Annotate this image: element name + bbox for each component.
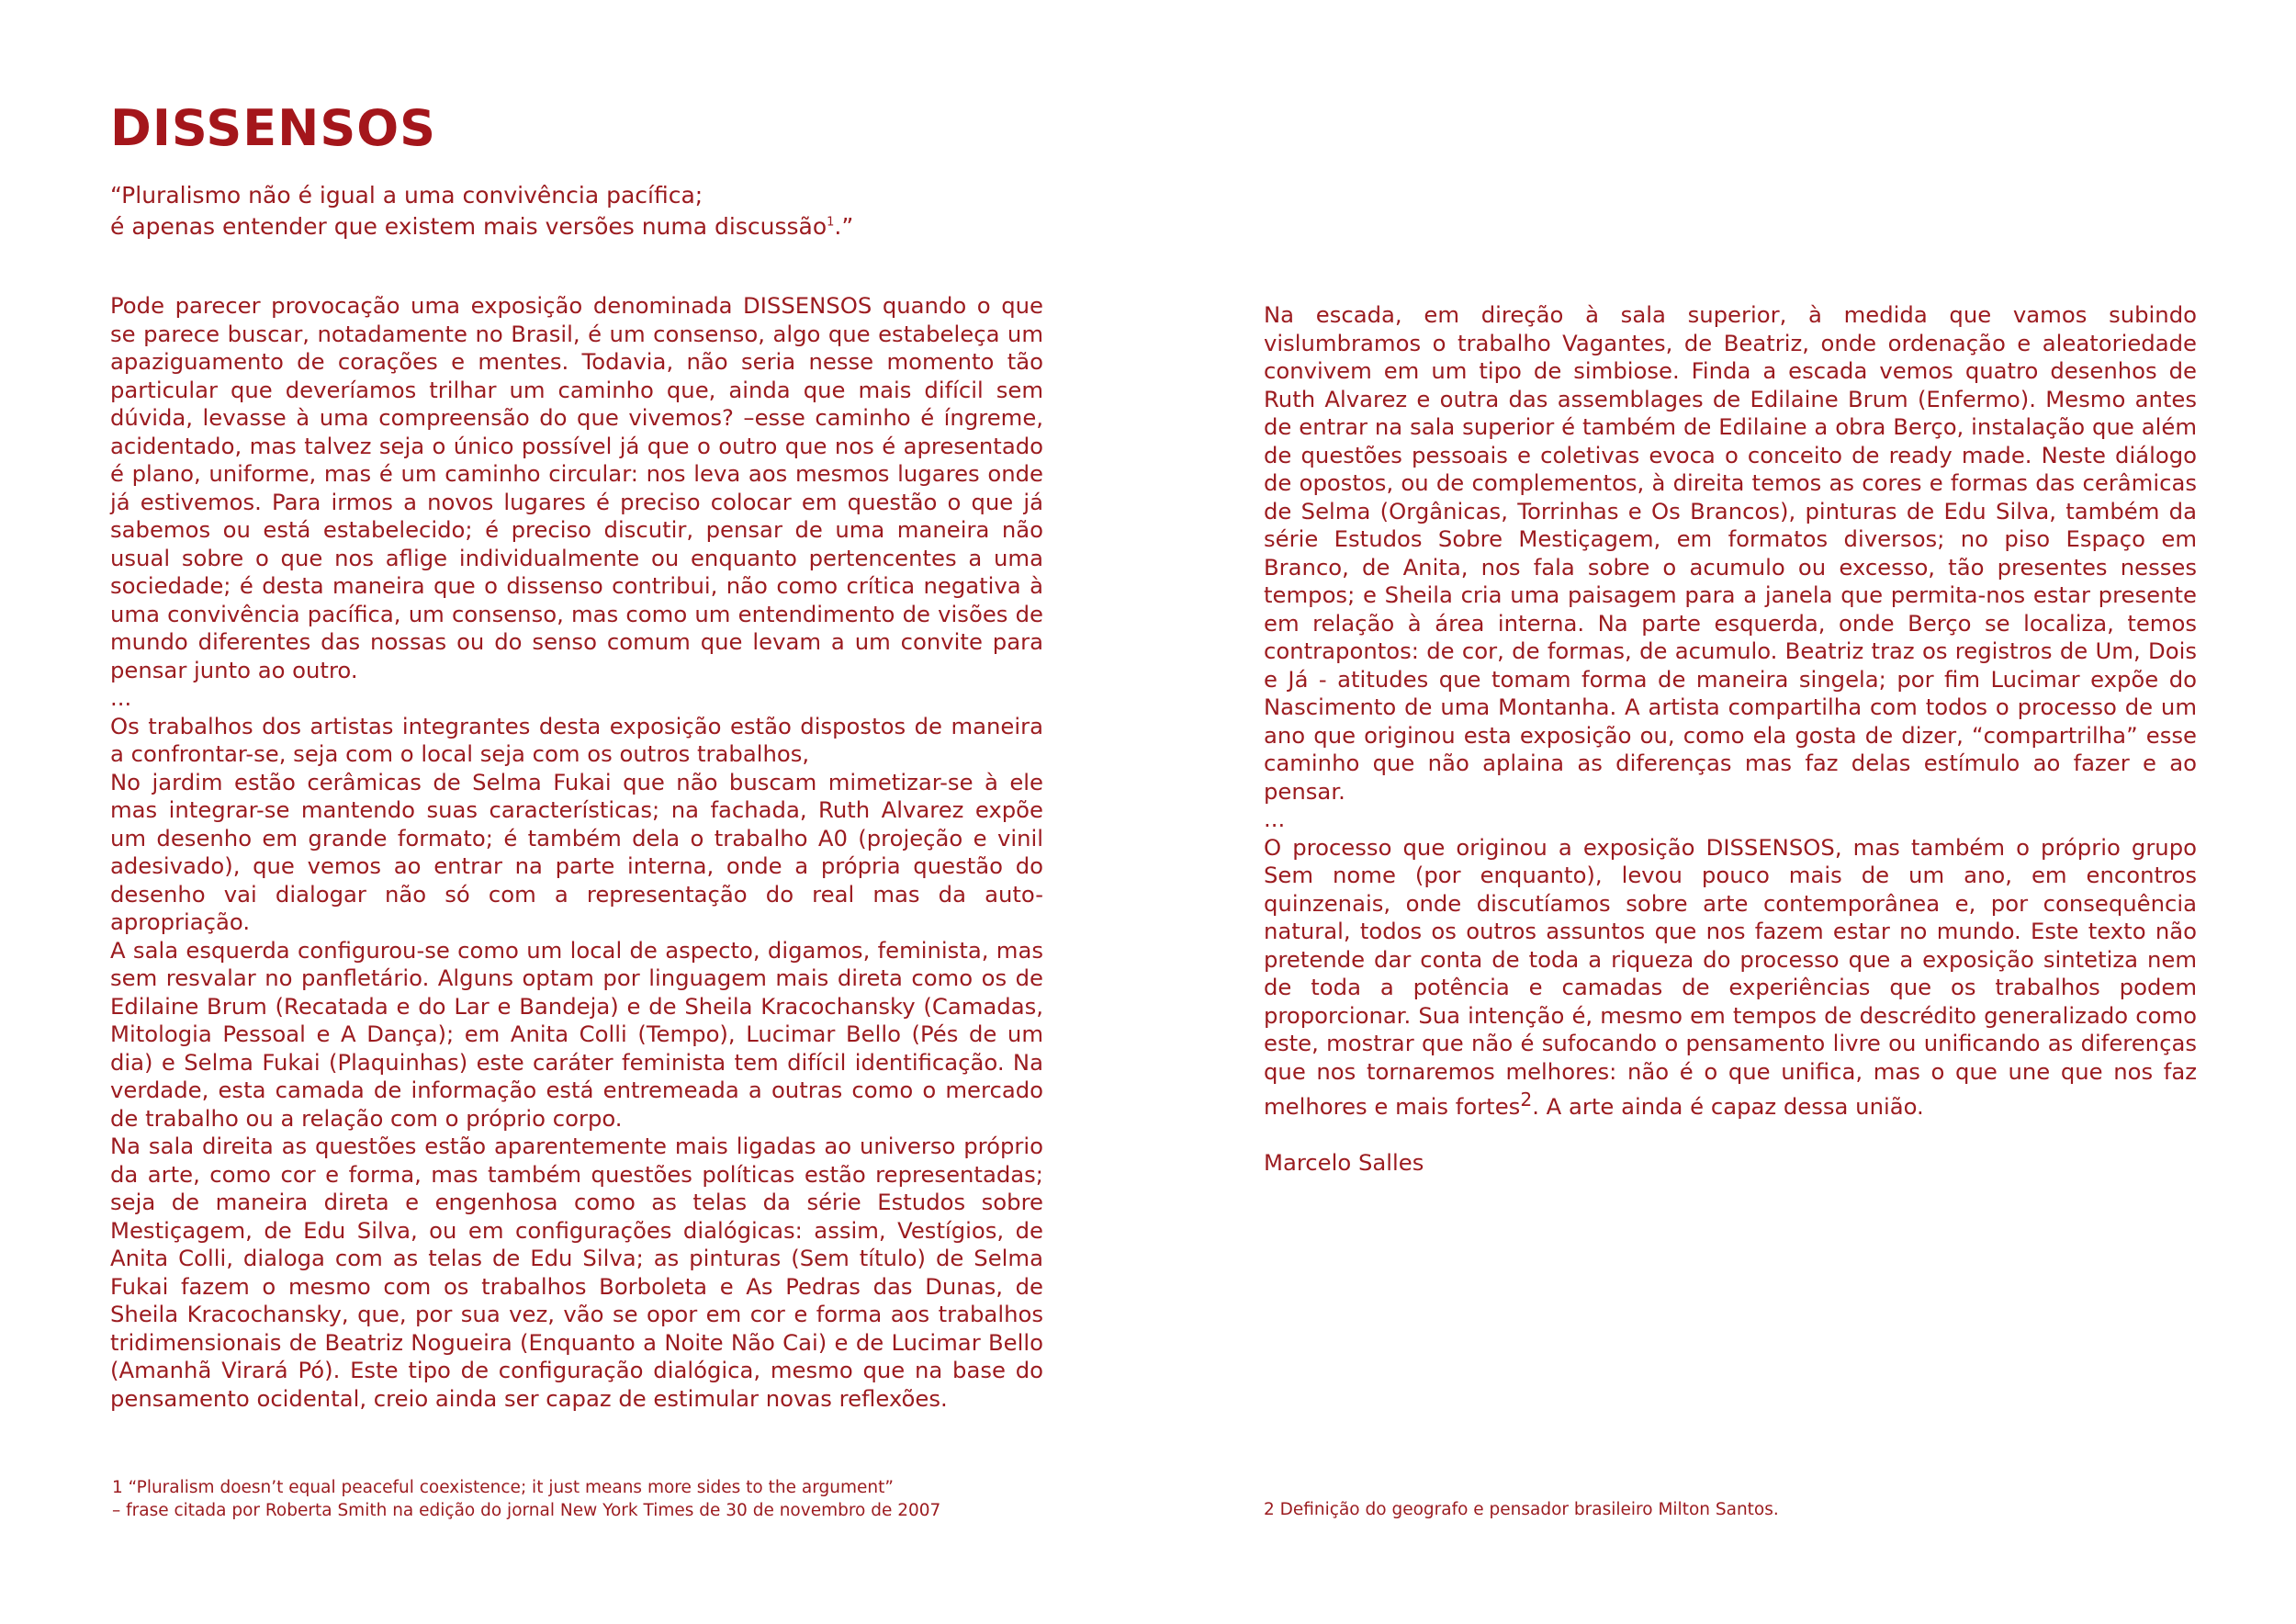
paragraph-process bbox=[1264, 834, 2197, 1122]
paragraph-garden: No jardim estão cerâmicas de Selma Fukai que não buscam mimetizar-se à ele mas integrar-se mantendo suas características; na fachada, Ruth Alvarez expõe um desenho em grande formato; é também dela o trabalho A0 (projeção e vinil adesivado), que vemos ao entrar na parte interna, onde a própria questão do desenho vai dialogar não só com a representação do real mas da auto-apropriação. bbox=[110, 768, 1043, 935]
footnote-2: 2 Definição do geografo e pensador brasileiro Milton Santos. bbox=[1264, 1500, 1779, 1519]
paragraph-right-room: Na sala direita as questões estão aparentemente mais ligadas ao universo próprio da arte, como cor e forma, mas também questões políticas estão representadas; seja de maneira direta e engenhosa como as telas da série Estudos sobre Mestiçagem, de Edu Silva, ou em configurações dialógicas: assim, Vestígios, de Anita Colli, dialoga com as telas de Edu Silva; as pinturas (Sem título) de Selma Fukai fazem o mesmo com os trabalhos Borboleta e As Pedras das Dunas, de Sheila Kracochansky, que, por sua vez, vão se opor em cor e forma aos trabalhos tridimensionais de Beatriz Nogueira (Enquanto a Noite Não Cai) e de Lucimar Bello (Amanhã Virará Pó). Este tipo de configuração dialógica, mesmo que na base do pensamento ocidental, creio ainda ser capaz de estimular novas reflexões. bbox=[110, 1133, 1043, 1412]
footnote-1-line-1: 1 “Pluralism doesn’t equal peaceful coexistence; it just means more sides to the argument” bbox=[112, 1478, 894, 1497]
left-column bbox=[110, 292, 1043, 1413]
ellipsis-separator: ... bbox=[110, 684, 132, 711]
footnote-ref-1: 1 bbox=[827, 215, 835, 230]
page-title: DISSENSOS bbox=[110, 99, 437, 157]
right-column bbox=[1264, 301, 2197, 1177]
epigraph-close: .” bbox=[834, 213, 854, 240]
paragraph-staircase: Na escada, em direção à sala superior, à medida que vamos subindo vislumbramos o trabalho Vagantes, de Beatriz, onde ordenação e aleatoriedade convivem em um tipo de simbiose. Finda a escada vemos quatro desenhos de Ruth Alvarez e outra das assemblages de Edilaine Brum (Enfermo). Mesmo antes de entrar na sala superior é também de Edilaine a obra Berço, instalação que além de questões pessoais e coletivas evoca o conceito de ready made. Neste diálogo de opostos, ou de complementos, à direita temos as cores e formas das cerâmicas de Selma (Orgânicas, Torrinhas e Os Brancos), pinturas de Edu Silva, também da série Estudos Sobre Mestiçagem, em formatos diversos; no piso Espaço em Branco, de Anita, nos fala sobre o acumulo ou excesso, tão presentes nesses tempos; e Sheila cria uma paisagem para a janela que permita-nos estar presente em relação à área interna. Na parte esquerda, onde Berço se localiza, temos contrapontos: de cor, de formas, de acumulo. Beatriz traz os registros de Um, Dois e Já - atitudes que tomam forma de maneira singela; por fim Lucimar expõe do Nascimento de uma Montanha. A artista compartilha com todos o processo de um ano que originou esta exposição ou, como ela gosta de dizer, “compartrilha” esse caminho que não aplaina as diferenças mas faz delas estímulo ao fazer e ao pensar. bbox=[1264, 301, 2197, 805]
ellipsis-separator: ... bbox=[1264, 806, 1286, 832]
footnote-ref-2: 2 bbox=[1520, 1088, 1533, 1111]
footnote-1-line-2: – frase citada por Roberta Smith na edição do jornal New York Times de 30 de novembro de 2007 bbox=[112, 1501, 941, 1520]
paragraph-left-room: A sala esquerda configurou-se como um local de aspecto, digamos, feminista, mas sem resvalar no panfletário. Alguns optam por linguagem mais direta como os de Edilaine Brum (Recatada e do Lar e Bandeja) e de Sheila Kracochansky (Camadas, Mitologia Pessoal e A Dança); em Anita Colli (Tempo), Lucimar Bello (Pés de um dia) e Selma Fukai (Plaquinhas) este caráter feminista tem difícil identificação. Na verdade, esta camada de informação está entremeada a outras como o mercado de trabalho ou a relação com o próprio corpo. bbox=[110, 936, 1043, 1132]
epigraph-quote bbox=[110, 180, 1029, 242]
epigraph-line-2-text: é apenas entender que existem mais versões numa discussão bbox=[110, 213, 827, 240]
paragraph-intro: Pode parecer provocação uma exposição denominada DISSENSOS quando o que se parece buscar, notadamente no Brasil, é um consenso, algo que estabeleça um apaziguamento de corações e mentes. Todavia, não seria nesse momento tão particular que deveríamos trilhar um caminho que, ainda que mais difícil sem dúvida, levasse à uma compreensão do que vivemos? –esse caminho é íngreme, acidentado, mas talvez seja o único possível já que o outro que nos é apresentado é plano, uniforme, mas é um caminho circular: nos leva aos mesmos lugares onde já estivemos. Para irmos a novos lugares é preciso colocar em questão o que já sabemos ou está estabelecido; é preciso discutir, pensar de uma maneira não usual sobre o que nos aflige individualmente ou enquanto pertencentes a uma sociedade; é desta maneira que o dissenso contribui, não como crítica negativa à uma convivência pacífica, um consenso, mas como um entendimento de visões de mundo diferentes das nossas ou do senso comum que levam a um convite para pensar junto ao outro. bbox=[110, 292, 1043, 683]
paragraph-process-text: O processo que originou a exposição DISSENSOS, mas também o próprio grupo Sem nome (por enquanto), levou pouco mais de um ano, em encontros quinzenais, onde discutíamos sobre arte contemporânea e, por consequência natural, todos os outros assuntos que nos fazem estar no mundo. Este texto não pretende dar conta de toda a riqueza do processo que a exposição sintetiza nem de toda a potência e camadas de experiências que os trabalhos podem proporcionar. Sua intenção é, mesmo em tempos de descrédito generalizado como este, mostrar que não é sufocando o pensamento livre ou unificando as diferenças que nos tornaremos melhores: não é o que unifica, mas o que une que nos faz melhores e mais fortes bbox=[1264, 833, 2197, 1121]
author-signature: Marcelo Salles bbox=[1264, 1148, 1424, 1176]
epigraph-line-2 bbox=[110, 211, 1029, 242]
paragraph-artists: Os trabalhos dos artistas integrantes desta exposição estão dispostos de maneira a confrontar-se, seja com o local seja com os outros trabalhos, bbox=[110, 712, 1043, 767]
paragraph-process-tail: . A arte ainda é capaz dessa união. bbox=[1532, 1093, 1924, 1121]
footnote-1 bbox=[112, 1476, 1122, 1522]
epigraph-line-1: “Pluralismo não é igual a uma convivência pacífica; bbox=[110, 182, 703, 209]
